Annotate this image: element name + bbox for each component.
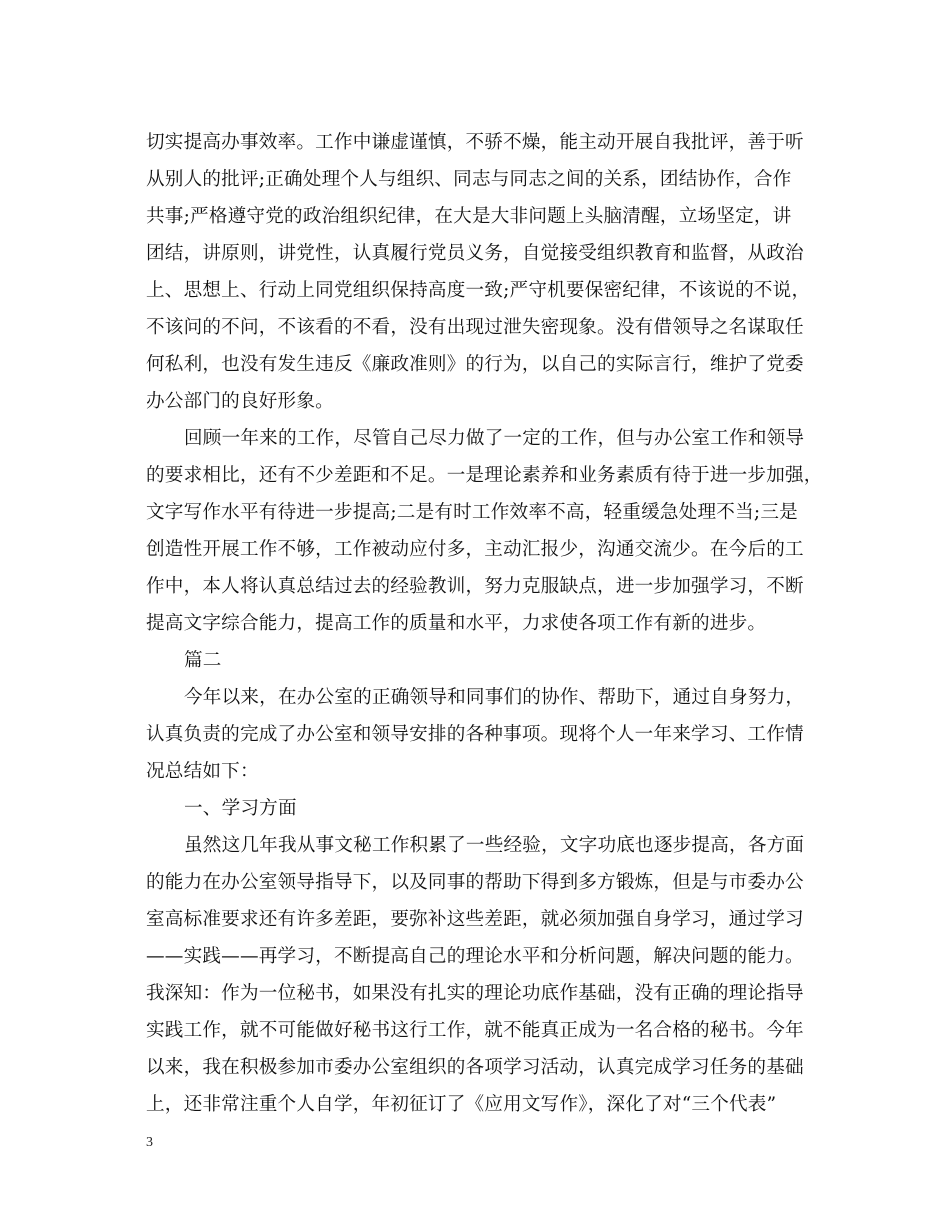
text-line: 作中，本人将认真总结过去的经验教训，努力克服缺点，进一步加强学习，不断 [146, 576, 804, 597]
text-line: ——实践——再学习，不断提高自己的理论水平和分析问题，解决问题的能力。 [146, 946, 804, 967]
text-line: 今年以来，在办公室的正确领导和同事们的协作、帮助下，通过自身努力， [184, 687, 805, 708]
text-line: 室高标准要求还有许多差距，要弥补这些差距，就必须加强自身学习，通过学习 [146, 909, 804, 930]
text-line: 不该问的不问，不该看的不看，没有出现过泄失密现象。没有借领导之名谋取任 [146, 317, 804, 338]
text-line: 何私利，也没有发生违反《廉政准则》的行为，以自己的实际言行，维护了党委 [146, 354, 804, 375]
text-line: 上、思想上、行动上同党组织保持高度一致;严守机要保密纪律，不该说的不说， [146, 280, 811, 301]
text-line: 文字写作水平有待进一步提高;二是有时工作效率不高，轻重缓急处理不当;三是 [146, 502, 798, 523]
text-line: 共事;严格遵守党的政治组织纪律，在大是大非问题上头脑清醒，立场坚定，讲 [146, 206, 792, 227]
text-line: 的能力在办公室领导指导下，以及同事的帮助下得到多方锻炼，但是与市委办公 [146, 872, 804, 893]
text-line: 认真负责的完成了办公室和领导安排的各种事项。现将个人一年来学习、工作情 [146, 724, 804, 745]
text-line: 创造性开展工作不够，工作被动应付多，主动汇报少，沟通交流少。在今后的工 [146, 539, 804, 560]
text-line: 从别人的批评;正确处理个人与组织、同志与同志之间的关系，团结协作，合作 [146, 169, 792, 190]
page-number: 3 [146, 1135, 153, 1150]
text-line: 办公部门的良好形象。 [146, 391, 334, 412]
text-line: 况总结如下： [146, 761, 259, 782]
section-heading: 篇二 [184, 650, 222, 671]
text-line: 的要求相比，还有不少差距和不足。一是理论素养和业务素质有待于进一步加强， [146, 465, 823, 486]
text-line: 回顾一年来的工作，尽管自己尽力做了一定的工作，但与办公室工作和领导 [184, 428, 805, 449]
text-line: 以来，我在积极参加市委办公室组织的各项学习活动，认真完成学习任务的基础 [146, 1057, 804, 1078]
text-line: 团结，讲原则，讲党性，认真履行党员义务，自觉接受组织教育和监督，从政治 [146, 243, 804, 264]
text-line: 提高文字综合能力，提高工作的质量和水平，力求使各项工作有新的进步。 [146, 613, 767, 634]
text-line: 虽然这几年我从事文秘工作积累了一些经验，文字功底也逐步提高，各方面 [184, 835, 805, 856]
subsection-heading: 一、学习方面 [184, 798, 297, 819]
text-line: 实践工作，就不可能做好秘书这行工作，就不能真正成为一名合格的秘书。今年 [146, 1020, 804, 1041]
text-line: 切实提高办事效率。工作中谦虚谨慎，不骄不燥，能主动开展自我批评，善于听 [146, 132, 804, 153]
text-line: 上，还非常注重个人自学，年初征订了《应用文写作》，深化了对“三个代表” [146, 1094, 777, 1115]
text-line: 我深知：作为一位秘书，如果没有扎实的理论功底作基础，没有正确的理论指导 [146, 983, 804, 1004]
